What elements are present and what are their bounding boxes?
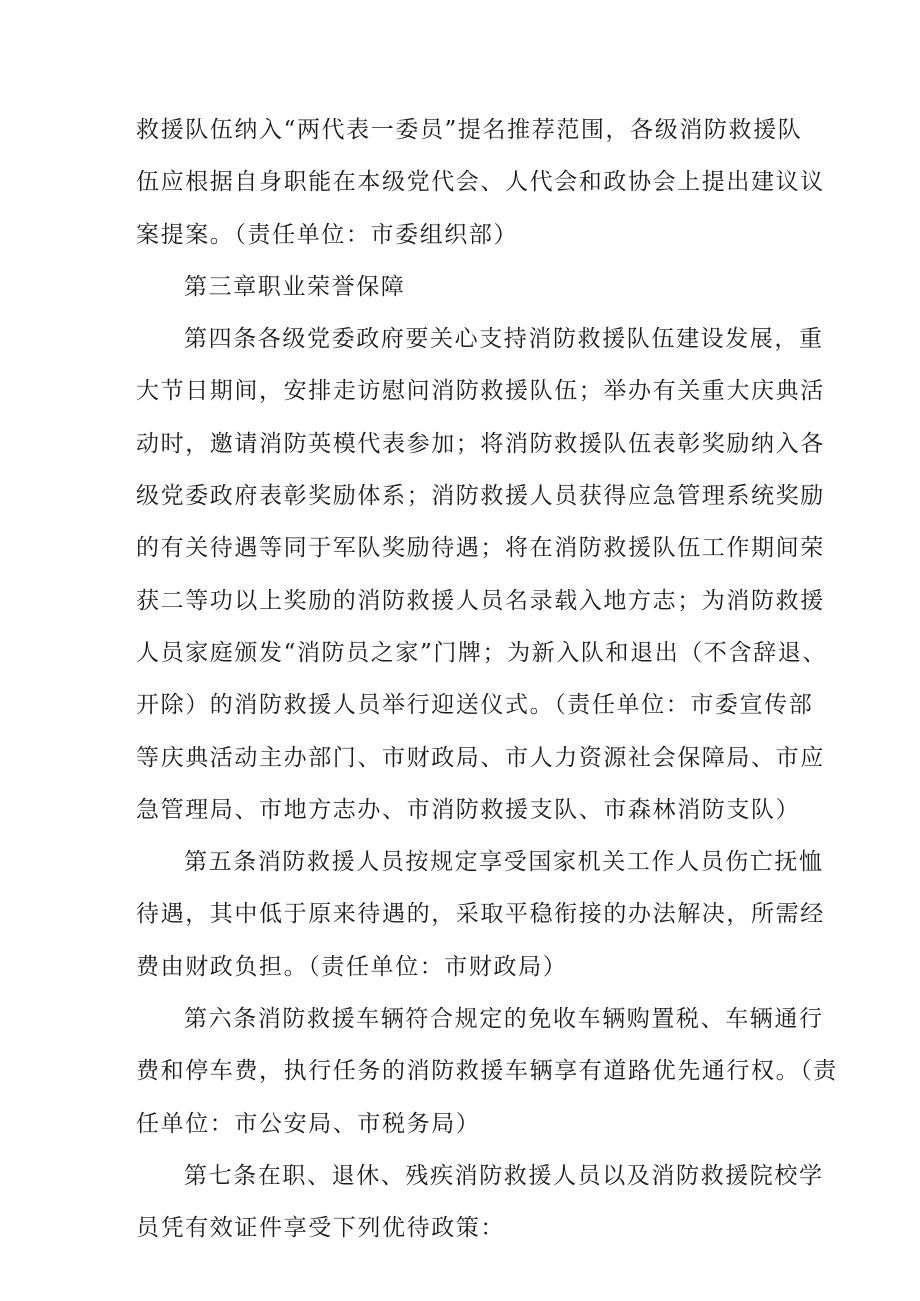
chapter-heading: 第三章职业荣誉保障 <box>184 273 406 300</box>
paragraph-line: 费和停车费，执行任务的消防救援车辆享有道路优先通行权。（责 <box>136 1058 838 1085</box>
paragraph-line: 救援队伍纳入“两代表一委员”提名推荐范围，各级消防救援队 <box>136 117 803 143</box>
paragraph-line: 第七条在职、退休、残疾消防救援人员以及消防救援院校学 <box>184 1162 824 1189</box>
paragraph-line: 等庆典活动主办部门、市财政局、市人力资源社会保障局、市应 <box>136 744 825 771</box>
paragraph-line: 急管理局、市地方志办、市消防救援支队、市森林消防支队） <box>136 796 801 823</box>
paragraph-line: 人员家庭颁发“消防员之家”门牌；为新入队和退出（不含辞退、 <box>136 639 827 666</box>
paragraph-line: 获二等功以上奖励的消防救援人员名录载入地方志；为消防救援 <box>136 587 825 614</box>
paragraph-line: 开除）的消防救援人员举行迎送仪式。（责任单位：市委宣传部 <box>136 692 814 719</box>
paragraph-line: 第六条消防救援车辆符合规定的免收车辆购置税、车辆通行 <box>184 1006 824 1033</box>
document-body <box>136 104 838 1255</box>
paragraph-line: 第四条各级党委政府要关心支持消防救援队伍建设发展，重 <box>184 326 824 353</box>
paragraph-line: 第五条消防救援人员按规定享受国家机关工作人员伤亡抚恤 <box>184 849 824 876</box>
paragraph-line: 级党委政府表彰奖励体系；消防救援人员获得应急管理系统奖励 <box>136 483 825 510</box>
paragraph-line: 费由财政负担。（责任单位：市财政局） <box>136 953 568 980</box>
paragraph-line: 动时，邀请消防英模代表参加；将消防救援队伍表彰奖励纳入各 <box>136 430 825 457</box>
paragraph-line: 员凭有效证件享受下列优待政策： <box>136 1215 505 1242</box>
paragraph-line: 伍应根据自身职能在本级党代会、人代会和政协会上提出建议议 <box>136 169 825 196</box>
paragraph-line: 大节日期间，安排走访慰问消防救援队伍；举办有关重大庆典活 <box>136 378 825 405</box>
paragraph-line: 的有关待遇等同于军队奖励待遇；将在消防救援队伍工作期间荣 <box>136 535 825 562</box>
paragraph-line: 案提案。（责任单位：市委组织部） <box>136 221 519 248</box>
paragraph-line: 待遇，其中低于原来待遇的，采取平稳衔接的办法解决，所需经 <box>136 901 825 928</box>
paragraph-line: 任单位：市公安局、市税务局） <box>136 1110 481 1137</box>
